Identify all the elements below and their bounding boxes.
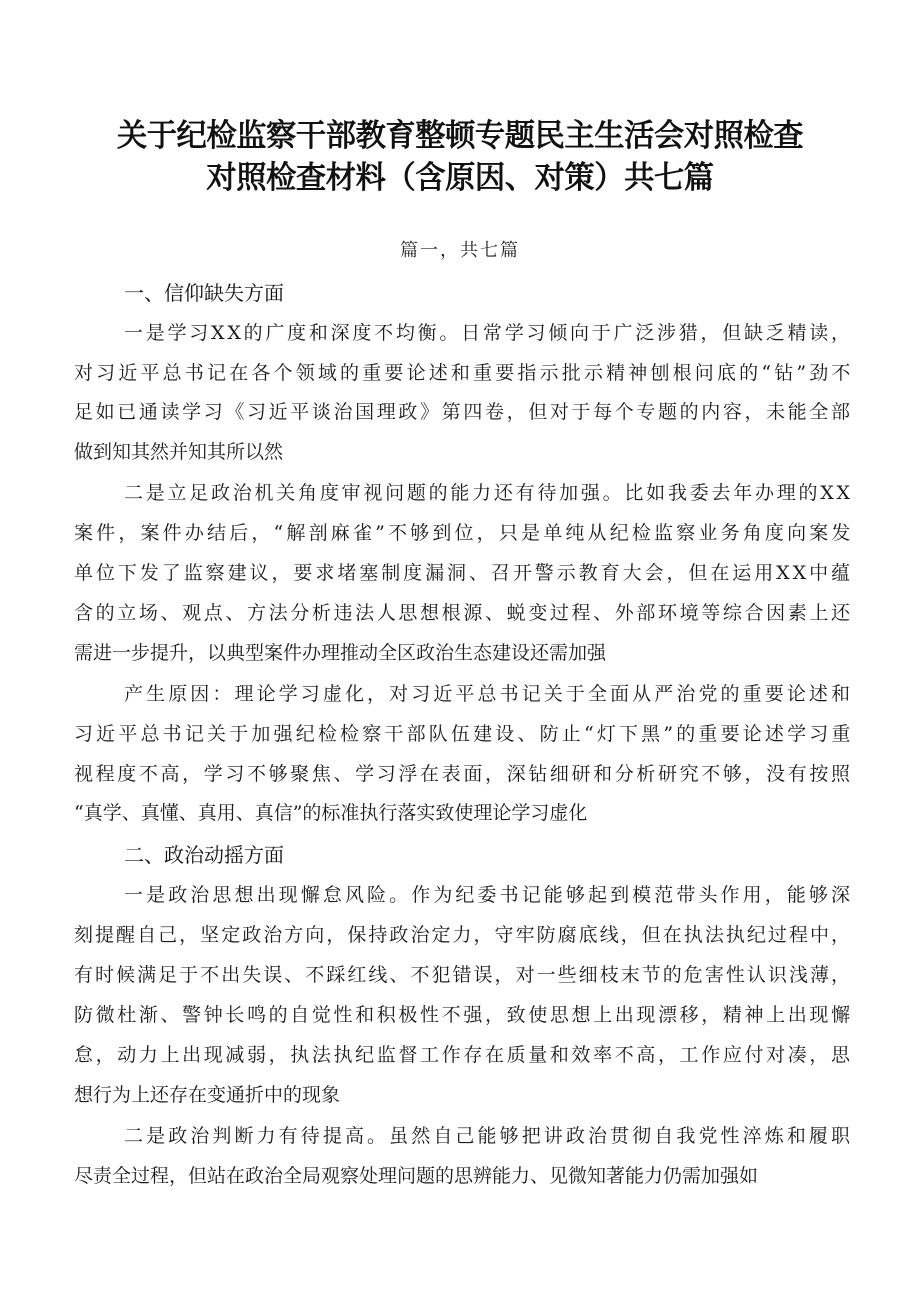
paragraph-3-line: 习近平总书记关于加强纪检检察干部队伍建设、防止“灯下黑”的重要论述学习重 [74,723,854,745]
paragraph-4-line: 怠，动力上出现减弱，执法执纪监督工作存在质量和效率不高，工作应付对凑，思 [74,1044,853,1066]
document-title-line-1: 关于纪检监察干部教育整顿专题民主生活会对照检查 [116,118,804,154]
paragraph-1-line: 做到知其然并知其所以然 [74,441,284,463]
chapter-label: 篇一，共七篇 [400,240,520,261]
paragraph-2-line: 二是立足政治机关角度审视问题的能力还有待加强。比如我委去年办理的XX [124,482,853,504]
paragraph-4-line: 一是政治思想出现懈怠风险。作为纪委书记能够起到模范带头作用，能够深 [124,884,854,906]
paragraph-2-line: 案件，案件办结后，“解剖麻雀”不够到位，只是单纯从纪检监察业务角度向案发 [74,522,854,544]
paragraph-4-line: 刻提醒自己，坚定政治方向，保持政治定力，守牢防腐底线，但在执法执纪过程中， [74,924,853,946]
document-title-line-2: 对照检查材料（含原因、对策）共七篇 [206,160,714,196]
paragraph-3-line: “真学、真懂、真用、真信”的标准执行落实致使理论学习虚化 [74,802,588,824]
paragraph-5-line: 尽责全过程，但站在政治全局观察处理问题的思辨能力、见微知著能力仍需加强如 [74,1165,759,1187]
paragraph-3-line: 视程度不高，学习不够聚焦、学习浮在表面，深钻细研和分析研究不够，没有按照 [74,763,853,785]
paragraph-4-line: 防微杜渐、警钟长鸣的自觉性和积极性不强，致使思想上出现漂移，精神上出现懈 [74,1004,853,1026]
section-heading-1: 一、信仰缺失方面 [124,281,284,305]
paragraph-2-line: 需进一步提升，以典型案件办理推动全区政治生态建设还需加强 [74,642,607,664]
paragraph-2-line: 含的立场、观点、方法分析违法人思想根源、蜕变过程、外部环境等综合因素上还 [74,602,853,624]
paragraph-1-line: 足如已通读学习《习近平谈治国理政》第四卷，但对于每个专题的内容，未能全部 [74,401,853,423]
paragraph-3-line: 产生原因：理论学习虚化，对习近平总书记关于全面从严治党的重要论述和 [124,683,854,705]
paragraph-1-line: 对习近平总书记在各个领域的重要论述和重要指示批示精神刨根问底的“钻”劲不 [74,362,854,384]
paragraph-1-line: 一是学习XX的广度和深度不均衡。日常学习倾向于广泛涉猎，但缺乏精读， [124,322,853,344]
paragraph-4-line: 想行为上还存在变通折中的现象 [74,1084,341,1106]
paragraph-4-line: 有时候满足于不出失误、不踩红线、不犯错误，对一些细枝末节的危害性认识浅薄， [74,964,853,986]
section-heading-2: 二、政治动摇方面 [124,843,284,867]
paragraph-2-line: 单位下发了监察建议，要求堵塞制度漏洞、召开警示教育大会，但在运用XX中蕴 [74,562,853,584]
paragraph-5-line: 二是政治判断力有待提高。虽然自己能够把讲政治贯彻自我党性淬炼和履职 [124,1125,854,1147]
